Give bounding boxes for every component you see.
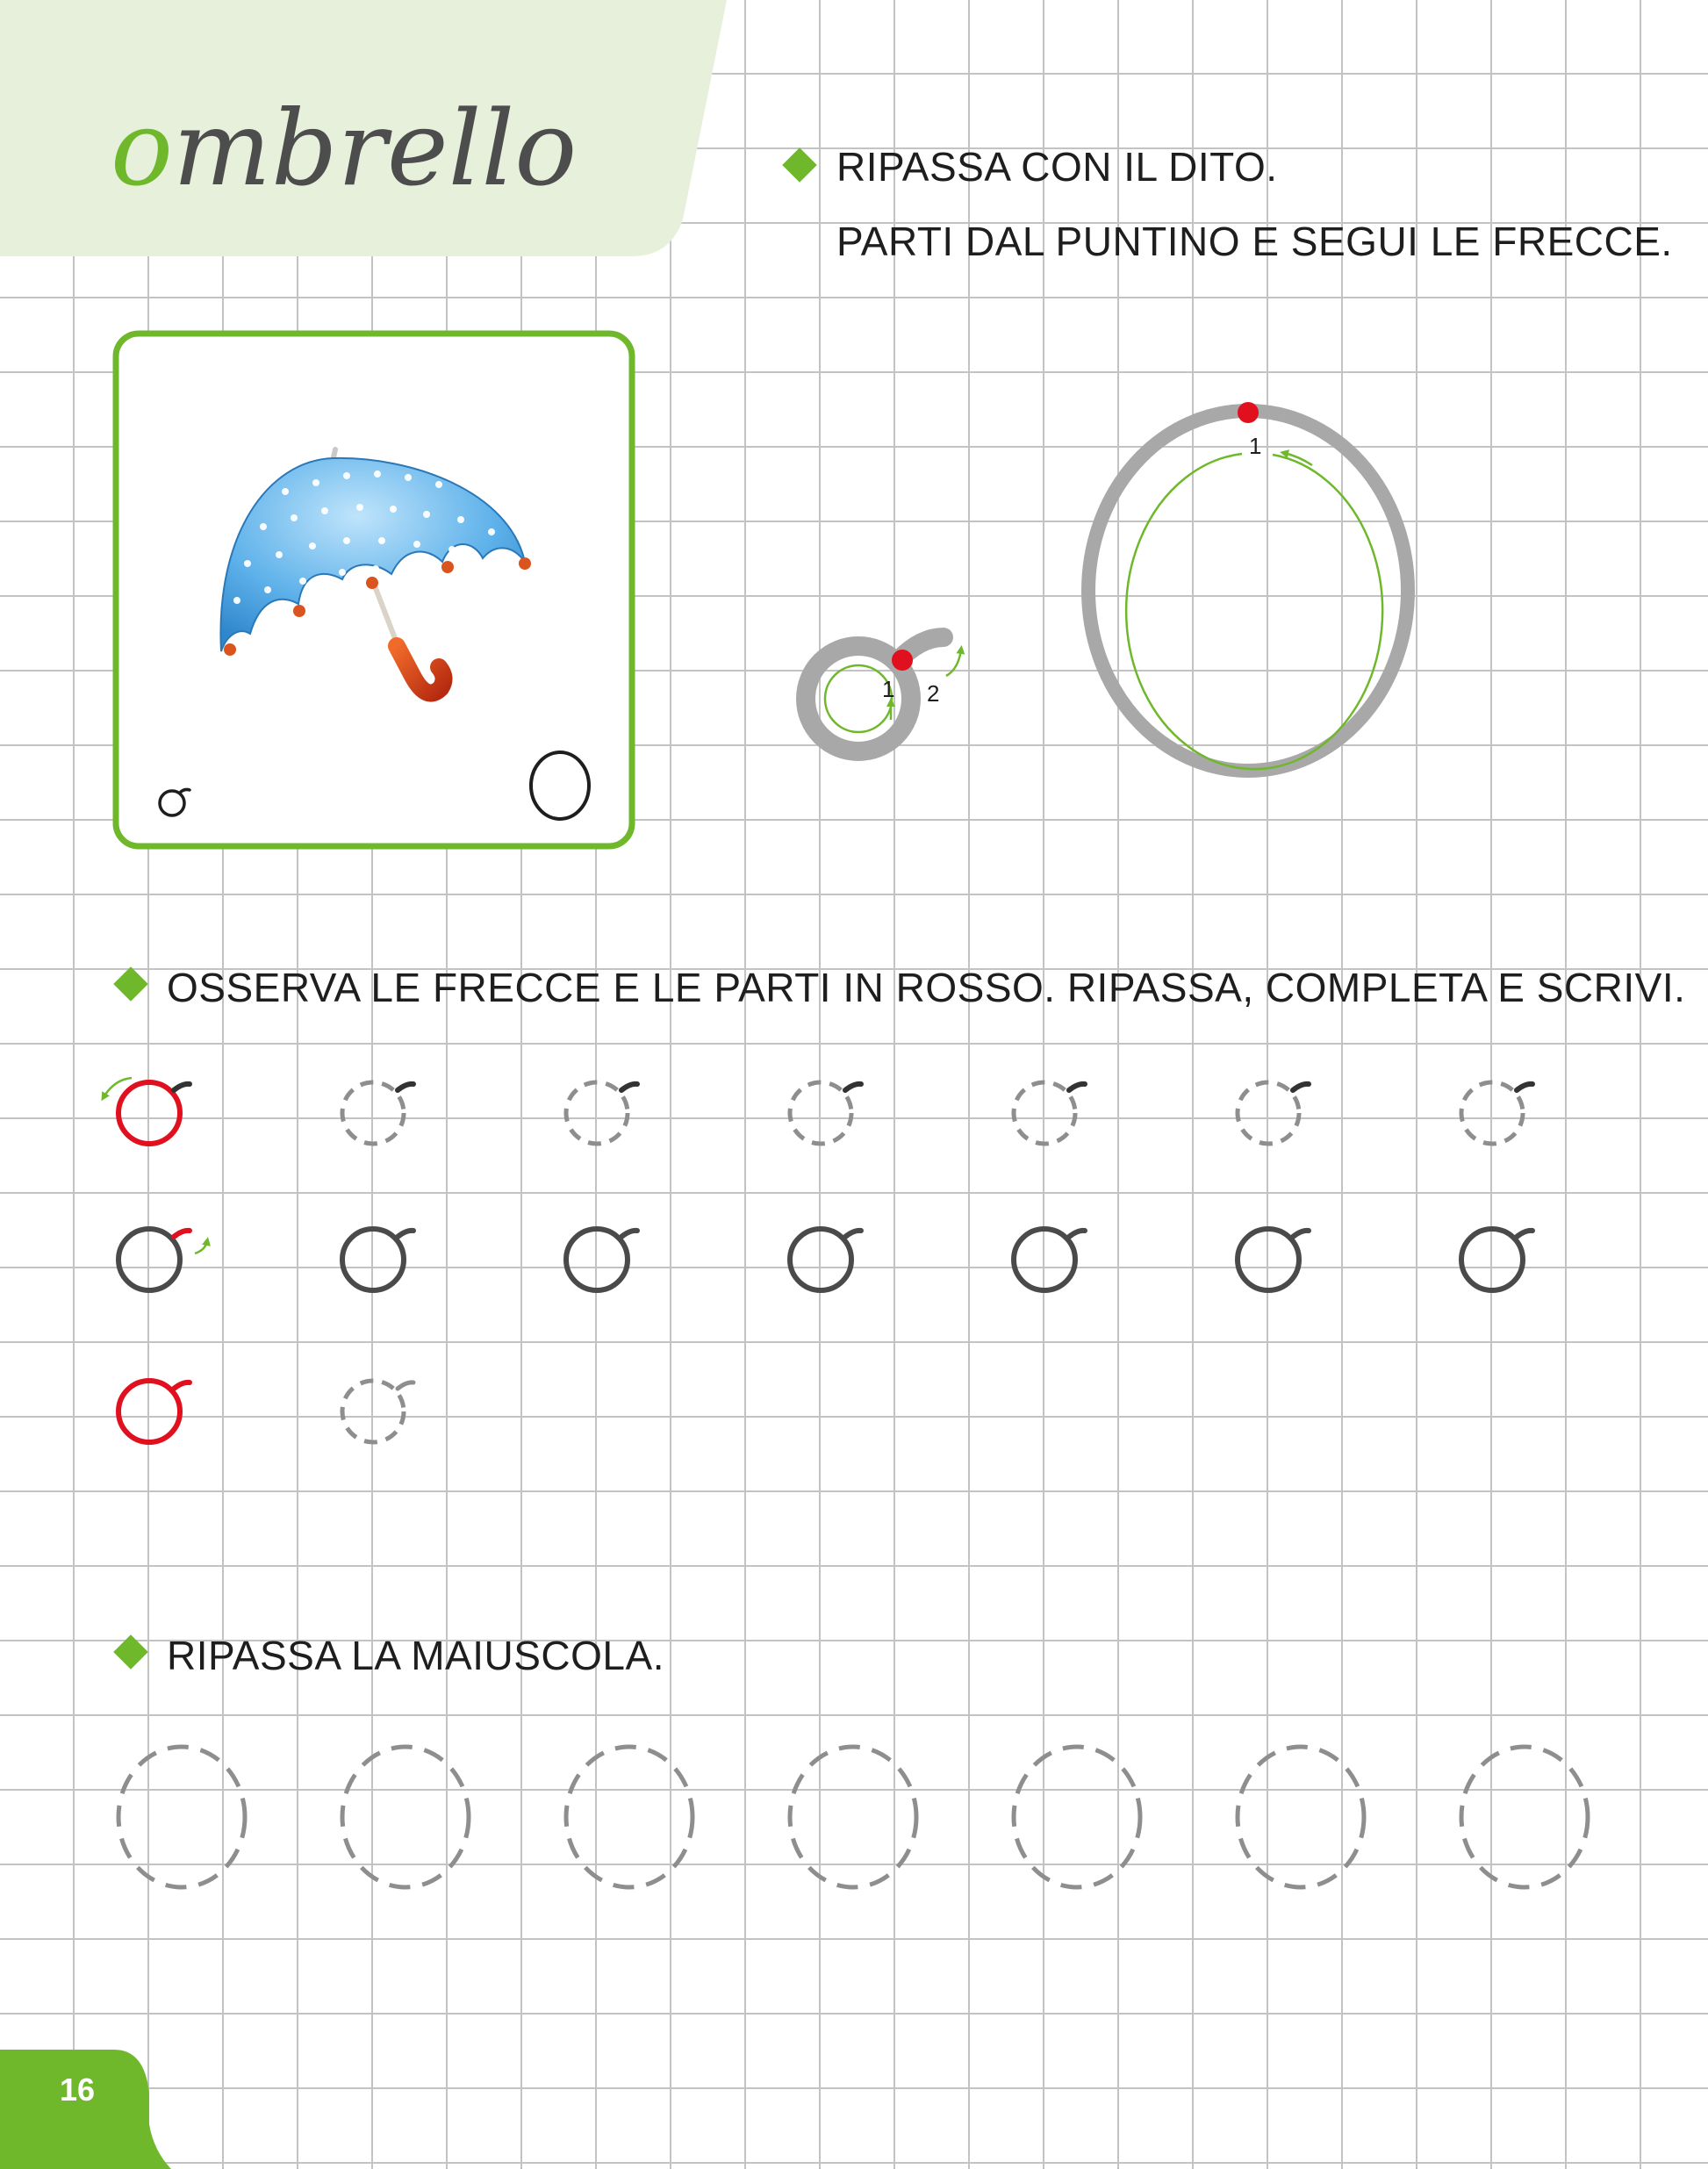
uppercase-o-practice-row <box>118 1747 1588 1887</box>
stroke-number-2: 2 <box>927 680 940 707</box>
stroke-number-large-1: 1 <box>1249 433 1262 459</box>
header-rest-of-word: mbrello <box>173 88 578 209</box>
practice-row-1 <box>104 1078 1532 1144</box>
red-start-dot-icon <box>892 650 913 671</box>
green-diamond-bullet-icon <box>782 147 817 183</box>
stroke-number-1: 1 <box>882 676 895 702</box>
green-diamond-bullet-icon <box>113 966 148 1002</box>
exercise-3-instruction: RIPASSA LA MAIUSCOLA. <box>167 1633 664 1678</box>
header-first-letter: o <box>111 88 174 209</box>
page-number-tab <box>0 2050 171 2169</box>
large-o-tracing-model <box>1088 402 1408 771</box>
red-start-dot-icon <box>1238 402 1259 423</box>
practice-row-2 <box>118 1229 1532 1290</box>
practice-row-3 <box>118 1381 413 1442</box>
header-word <box>111 88 577 209</box>
green-diamond-bullet-icon <box>113 1634 148 1670</box>
exercise-1-line-2: PARTI DAL PUNTINO E SEGUI LE FRECCE. <box>836 219 1673 264</box>
red-model-o <box>104 1078 190 1144</box>
exercise-2-instruction: OSSERVA LE FRECCE E LE PARTI IN ROSSO. RIPASSA, COMPLETA E SCRIVI. <box>167 965 1686 1010</box>
exercise-1-line-1: RIPASSA CON IL DITO. <box>836 144 1278 190</box>
page-number: 16 <box>59 2072 96 2108</box>
